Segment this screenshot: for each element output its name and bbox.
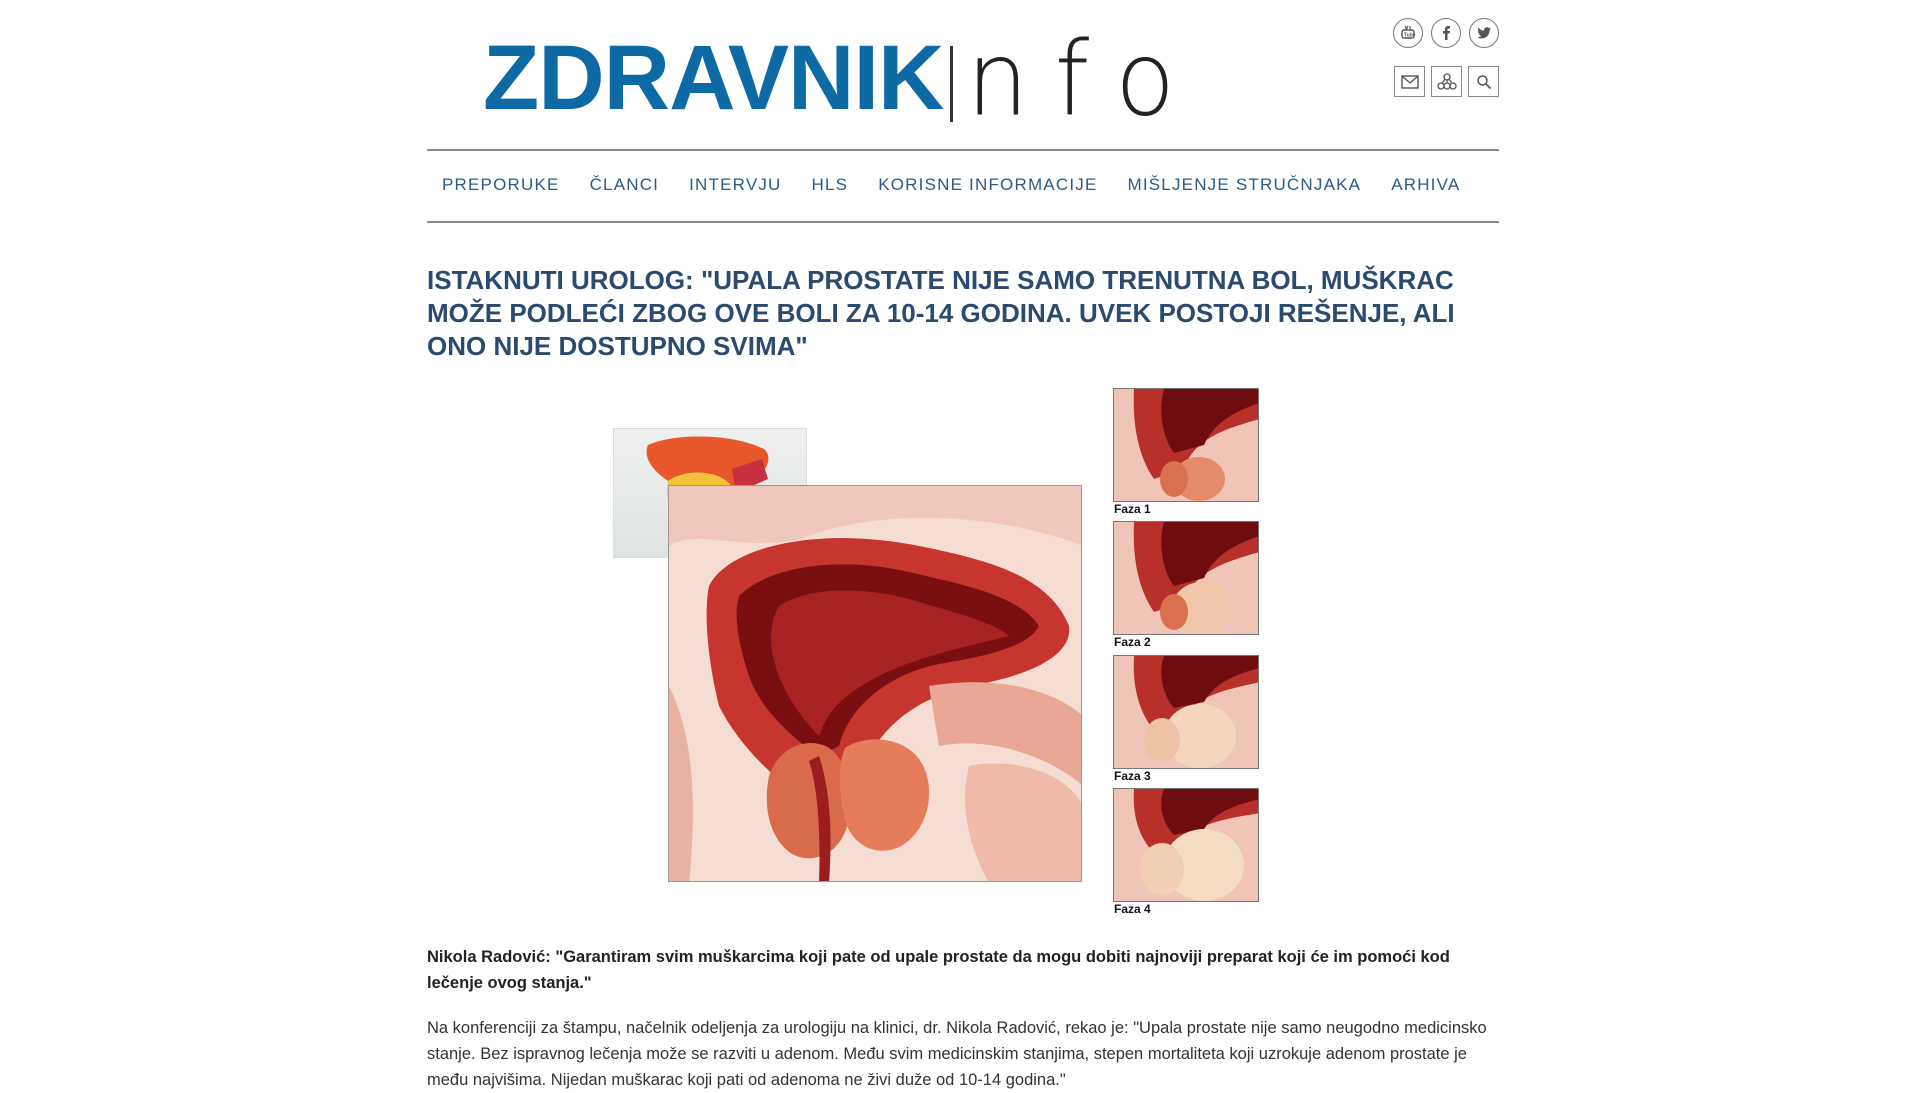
logo-suffix: nfo bbox=[966, 19, 1202, 140]
article-body: Na konferenciji za štampu, načelnik odeljenja za urologiju na klinici, dr. Nikola Radović, rekao je: "Upala prostate nije samo neugodno medicinsko stanje. Bez ispravnog lečenja može se razviti u adenom. Među svim medicinskim stanjima, stepen mortaliteta koji uzrokuje adenom prostate je među najvišima. Nijedan muškarac koji pati od adenoma ne živi duže od 10-14 godina." bbox=[427, 1019, 1487, 1089]
header-divider-bottom bbox=[427, 221, 1499, 223]
sitemap-icon[interactable] bbox=[1431, 66, 1462, 97]
logo-wordmark: ZDRAVNIK bbox=[483, 27, 944, 129]
nav-item-intervju[interactable]: INTERVJU bbox=[689, 175, 782, 194]
phase-1-label: Faza 1 bbox=[1114, 502, 1151, 516]
nav-item-hls[interactable]: HLS bbox=[811, 175, 849, 194]
nav-item-preporuke[interactable]: PREPORUKE bbox=[442, 175, 560, 194]
phase-1-image bbox=[1113, 388, 1259, 502]
phase-2-image bbox=[1113, 521, 1259, 635]
twitter-icon[interactable] bbox=[1469, 18, 1499, 48]
nav-item-clanci[interactable]: ČLANCI bbox=[589, 175, 660, 194]
facebook-icon[interactable] bbox=[1431, 18, 1461, 48]
article-headline: ISTAKNUTI UROLOG: "UPALA PROSTATE NIJE SAMO TRENUTNA BOL, MUŠKRAC MOŽE PODLEĆI ZBOG OVE BOLI ZA 10-14 GODINA. UVEK POSTOJI REŠENJE, ALI ONO NIJE DOSTUPNO SVIMA" bbox=[427, 265, 1455, 361]
mail-icon[interactable] bbox=[1394, 66, 1425, 97]
search-icon[interactable] bbox=[1468, 66, 1499, 97]
phase-3-label: Faza 3 bbox=[1114, 769, 1151, 783]
social-links bbox=[1393, 18, 1499, 48]
header-tools bbox=[1394, 66, 1499, 97]
article-lead: Nikola Radović: "Garantiram svim muškarcima koji pate od upale prostate da mogu dobiti najnoviji preparat koji će im pomoći kod lečenje ovog stanja." bbox=[427, 948, 1450, 992]
main-nav bbox=[427, 150, 1499, 220]
nav-item-arhiva[interactable]: ARHIVA bbox=[1391, 175, 1461, 194]
phase-4-label: Faza 4 bbox=[1114, 902, 1151, 916]
prostate-cross-section-image bbox=[668, 485, 1082, 882]
youtube-icon[interactable] bbox=[1393, 18, 1423, 48]
logo-divider bbox=[950, 46, 953, 122]
phase-2-label: Faza 2 bbox=[1114, 635, 1151, 649]
phase-4-image bbox=[1113, 788, 1259, 902]
site-logo[interactable] bbox=[483, 19, 1202, 140]
nav-item-misljenje-strucnjaka[interactable]: MIŠLJENJE STRUČNJAKA bbox=[1127, 175, 1362, 194]
article-figure bbox=[613, 388, 1263, 918]
svg-text:Tube: Tube bbox=[1404, 32, 1416, 39]
nav-item-korisne-informacije[interactable]: KORISNE INFORMACIJE bbox=[878, 175, 1098, 194]
phase-3-image bbox=[1113, 655, 1259, 769]
